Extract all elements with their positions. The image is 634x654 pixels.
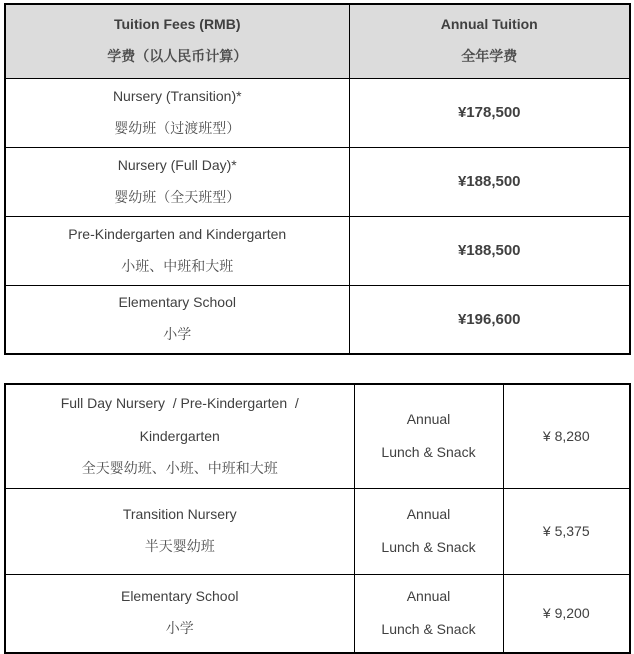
tuition-amount: ¥178,500	[457, 104, 521, 121]
program-name-en: Nursery (Full Day)*	[117, 156, 237, 173]
tuition-header-amount-zh: 全年学费	[461, 49, 518, 66]
program-name-en-line1: Transition Nursery	[122, 506, 237, 522]
tuition-header-amount-en: Annual Tuition	[440, 16, 538, 33]
program-name-en: Pre-Kindergarten and Kindergarten	[68, 225, 287, 242]
tuition-header-amount-cell	[349, 4, 630, 78]
lunch-snack-fees-table	[4, 383, 631, 654]
tuition-amount: ¥188,500	[457, 242, 521, 259]
fee-item-cell	[354, 574, 503, 653]
program-cell	[5, 147, 349, 216]
program-name-zh: 半天婴幼班	[144, 539, 215, 555]
program-name-zh: 婴幼班（过渡班型）	[114, 120, 241, 137]
tuition-row-nursery-fullday	[5, 147, 630, 216]
fee-item-line1: Annual	[406, 411, 451, 428]
tuition-row-elementary	[5, 285, 630, 354]
tuition-row-prek-kindergarten	[5, 216, 630, 285]
fee-item-cell	[354, 488, 503, 574]
program-name-zh: 小学	[163, 327, 192, 344]
lunch-row-elementary	[5, 574, 630, 653]
tuition-header-program-en: Tuition Fees (RMB)	[113, 16, 241, 33]
program-cell	[5, 574, 354, 653]
program-cell	[5, 78, 349, 147]
tuition-header-program-cell	[5, 4, 349, 78]
fee-amount-cell	[503, 488, 630, 574]
tuition-fees-table	[4, 3, 631, 355]
fee-item-line2: Lunch & Snack	[381, 621, 476, 638]
program-name-en-line1: Elementary School	[120, 588, 239, 605]
tuition-amount: ¥196,600	[457, 310, 521, 328]
tuition-amount-cell	[349, 78, 630, 147]
fee-item-cell	[354, 384, 503, 488]
fee-item-line2: Lunch & Snack	[381, 444, 476, 461]
fee-amount: ¥ 5,375	[542, 522, 590, 539]
program-name-en: Elementary School	[118, 294, 236, 311]
fee-item-line1: Annual	[406, 588, 451, 605]
program-cell	[5, 285, 349, 354]
fee-amount-cell	[503, 574, 630, 653]
program-name-zh: 小班、中班和大班	[121, 258, 234, 275]
fee-amount: ¥ 8,280	[542, 427, 590, 444]
lunch-row-transition-nursery	[5, 488, 630, 574]
fee-item-line2: Lunch & Snack	[381, 539, 476, 555]
program-name-en: Nursery (Transition)*	[112, 87, 242, 104]
tuition-header-row	[5, 4, 630, 78]
tuition-amount: ¥188,500	[457, 173, 521, 190]
program-cell	[5, 216, 349, 285]
tuition-header-program-zh: 学费（以人民币计算）	[107, 49, 248, 66]
tuition-amount-cell	[349, 285, 630, 354]
fee-amount-cell	[503, 384, 630, 488]
fee-item-line1: Annual	[406, 506, 451, 522]
lunch-row-fullday-prek-k	[5, 384, 630, 488]
fee-amount: ¥ 9,200	[542, 604, 590, 621]
tuition-amount-cell	[349, 216, 630, 285]
program-name-zh: 小学	[165, 621, 194, 638]
program-name-en-line1: Full Day Nursery / Pre-Kindergarten /	[60, 394, 299, 411]
program-name-zh: 婴幼班（全天班型）	[114, 189, 241, 206]
program-cell	[5, 384, 354, 488]
program-name-zh: 全天婴幼班、小班、中班和大班	[81, 460, 278, 477]
tuition-row-nursery-transition	[5, 78, 630, 147]
tuition-amount-cell	[349, 147, 630, 216]
program-name-en-line2: Kindergarten	[139, 427, 220, 444]
program-cell	[5, 488, 354, 574]
